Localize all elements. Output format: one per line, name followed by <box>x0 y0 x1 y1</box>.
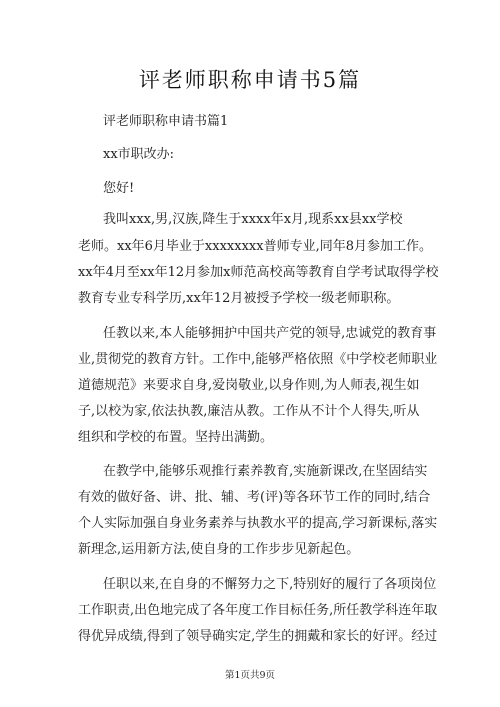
paragraph-line: 在教学中,能够乐观推行素养教育,实施新课改,在坚固结实 <box>103 464 428 479</box>
greeting: 您好! <box>103 181 135 196</box>
paragraph-line: 教育专业专科学历,xx年12月被授予学校一级老师职称。 <box>78 291 400 306</box>
paragraph-line: 新理念,运用新方法,使自身的工作步步见新起色。 <box>78 542 360 557</box>
salutation: xx市职改办: <box>103 147 175 162</box>
paragraph-line: 有效的做好备、讲、批、辅、考(评)等各环节工作的同时,结合 <box>78 490 431 505</box>
paragraph-line: 任职以来,在自身的不懈努力之下,特别好的履行了各项岗位 <box>103 577 437 592</box>
paragraph-line: 老师。xx年6月毕业于xxxxxxxx普师专业,同年8月参加工作。 <box>78 239 432 254</box>
document-title: 评老师职称申请书5篇 <box>138 68 362 92</box>
section-heading: 评老师职称申请书篇1 <box>103 114 229 129</box>
paragraph-line: 组织和学校的布置。坚持出满勤。 <box>78 430 274 445</box>
paragraph-line: 我叫xxx,男,汉族,降生于xxxx年x月,现系xx县xx学校 <box>103 212 403 227</box>
paragraph-line: 道德规范》来要求自身,爱岗敬业,以身作则,为人师表,视生如 <box>78 378 420 393</box>
paragraph-line: 业,贯彻党的教育方针。工作中,能够严格依照《中学校老师职业 <box>78 352 438 367</box>
page-footer: 第1页共9页 <box>224 670 276 681</box>
paragraph-line: 任教以来,本人能够拥护中国共产党的领导,忠诚党的教育事 <box>103 326 437 341</box>
paragraph-line: xx年4月至xx年12月参加x师范高校高等教育自学考试取得学校 <box>78 265 439 280</box>
paragraph-line: 个人实际加强自身业务素养与执教水平的提高,学习新课标,落实 <box>78 516 438 531</box>
paragraph-line: 子,以校为家,依法执教,廉洁从教。工作从不计个人得失,听从 <box>78 404 420 419</box>
paragraph-line: 得优异成绩,得到了领导确实定,学生的拥戴和家长的好评。经过 <box>78 629 438 644</box>
paragraph-line: 工作职责,出色地完成了各年度工作目标任务,所任教学科连年取 <box>78 603 438 618</box>
